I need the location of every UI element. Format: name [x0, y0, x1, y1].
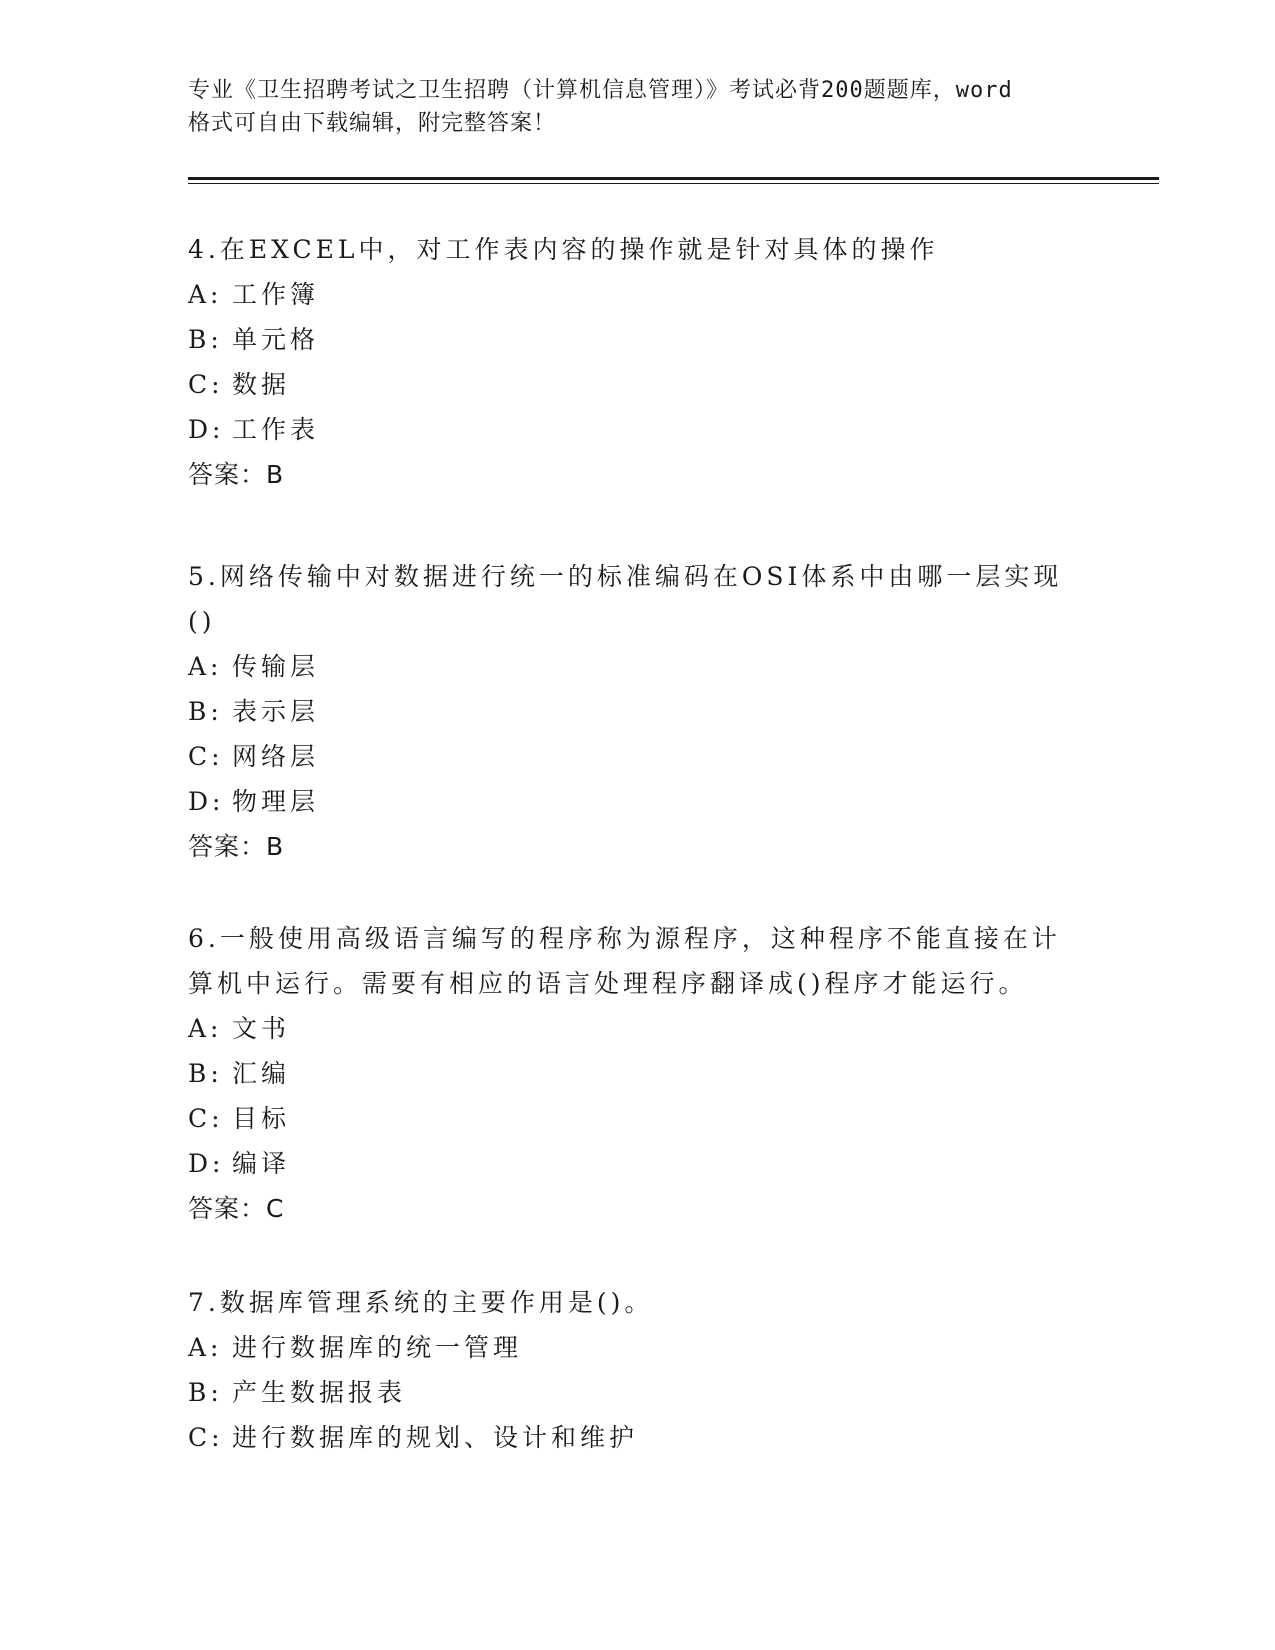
option-key: B: — [188, 325, 223, 354]
question-stem: 4.在EXCEL中，对工作表内容的操作就是针对具体的操作 — [188, 235, 939, 264]
option-key: B: — [188, 697, 223, 726]
option-a — [188, 644, 1068, 689]
option-text: 工作簿 — [232, 280, 320, 309]
document-header — [188, 74, 1088, 140]
answer-line: 答案：B — [188, 832, 285, 861]
option-key: B: — [188, 1059, 223, 1088]
option-text: 表示层 — [232, 697, 320, 726]
option-b — [188, 1051, 1068, 1096]
option-text: 编译 — [232, 1149, 291, 1178]
answer-line: 答案：B — [188, 460, 285, 489]
option-text: 数据 — [232, 370, 291, 399]
option-text: 传输层 — [232, 652, 320, 681]
option-a — [188, 272, 1068, 317]
option-d — [188, 1141, 1068, 1186]
option-b — [188, 689, 1068, 734]
option-key: A: — [188, 1333, 223, 1362]
option-key: A: — [188, 280, 223, 309]
option-b — [188, 317, 1068, 362]
option-text: 进行数据库的规划、设计和维护 — [232, 1423, 639, 1452]
header-line-1: 专业《卫生招聘考试之卫生招聘（计算机信息管理）》考试必背200题题库，word — [188, 78, 1013, 103]
option-key: C: — [188, 742, 224, 771]
option-key: C: — [188, 1423, 224, 1452]
question-7 — [188, 1280, 1068, 1460]
option-d — [188, 779, 1068, 824]
option-a — [188, 1006, 1068, 1051]
option-text: 目标 — [232, 1104, 291, 1133]
question-stem: 7.数据库管理系统的主要作用是()。 — [188, 1288, 654, 1317]
question-stem: 5.网络传输中对数据进行统一的标准编码在OSI体系中由哪一层实现() — [188, 562, 1063, 636]
option-key: D: — [188, 1149, 225, 1178]
option-c — [188, 362, 1068, 407]
header-divider-thick — [188, 177, 1159, 180]
option-text: 工作表 — [232, 415, 320, 444]
option-text: 进行数据库的统一管理 — [232, 1333, 523, 1362]
option-b — [188, 1370, 1068, 1415]
option-key: C: — [188, 1104, 224, 1133]
option-text: 产生数据报表 — [232, 1378, 407, 1407]
option-text: 物理层 — [232, 787, 320, 816]
option-key: A: — [188, 1014, 223, 1043]
option-text: 网络层 — [232, 742, 320, 771]
option-key: D: — [188, 787, 225, 816]
option-text: 文书 — [232, 1014, 291, 1043]
option-key: A: — [188, 652, 223, 681]
option-d — [188, 407, 1068, 452]
option-key: C: — [188, 370, 224, 399]
option-c — [188, 734, 1068, 779]
option-text: 单元格 — [232, 325, 320, 354]
question-6 — [188, 916, 1068, 1231]
header-divider-thin — [188, 183, 1159, 184]
question-5 — [188, 554, 1068, 869]
option-key: D: — [188, 415, 225, 444]
option-c — [188, 1415, 1068, 1460]
question-4 — [188, 227, 1068, 497]
option-text: 汇编 — [232, 1059, 291, 1088]
option-key: B: — [188, 1378, 223, 1407]
option-a — [188, 1325, 1068, 1370]
header-line-2: 格式可自由下载编辑，附完整答案！ — [188, 111, 557, 136]
option-c — [188, 1096, 1068, 1141]
question-stem: 6.一般使用高级语言编写的程序称为源程序，这种程序不能直接在计算机中运行。需要有相应的语言处理程序翻译成()程序才能运行。 — [188, 924, 1061, 998]
answer-line: 答案：C — [188, 1194, 285, 1223]
